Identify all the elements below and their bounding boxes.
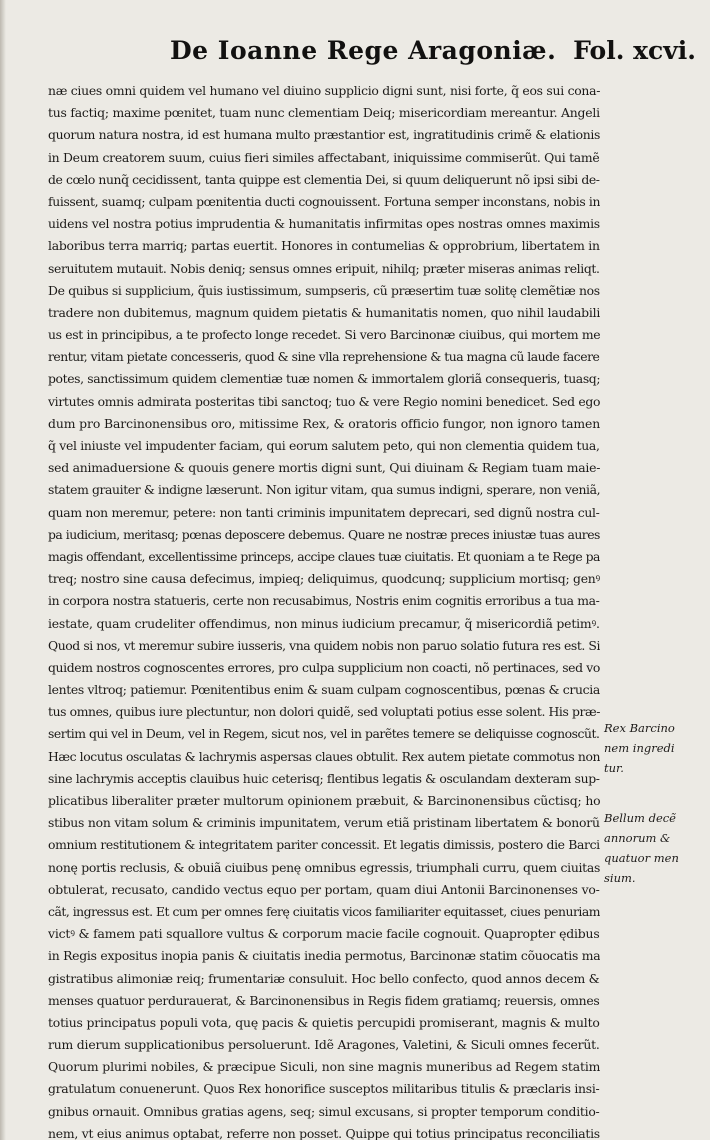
text-line: iestate, quam crudeliter offendimus, non minus iudicium precamur, q̃ misericordiã petimꝰ. xyxy=(48,615,600,631)
text-line: potes, sanctissimum quidem clementiæ tuæ nomen & immortalem gloriã consequeris, tuasq; xyxy=(48,371,600,387)
text-line: menses quatuor perdurauerat, & Barcinonensibus in Regis fidem gratiamq; reuersis, omnes xyxy=(48,992,600,1008)
text-line: de cœlo nunq̃ cecidissent, tanta quippe est clementia Dei, si quum deliquerunt nõ ipsi sibi de- xyxy=(48,171,600,187)
text-line: omnium restitutionem & integritatem pariter concessit. Et legatis dimissis, postero die Barci xyxy=(48,837,600,853)
page-header xyxy=(0,36,710,76)
text-line: gistratibus alimoniæ reiq; frumentariæ consuluit. Hoc bello confecto, quod annos decem & xyxy=(48,970,600,986)
page-edge-shadow xyxy=(0,0,6,1140)
text-line: sertim qui vel in Deum, vel in Regem, sicut nos, vel in parẽtes temere se deliquisse cognoscũt. xyxy=(48,726,600,742)
text-line: laboribus terra marriq; partas euertit. Honores in contumelias & opprobrium, libertatem in xyxy=(48,238,600,254)
text-line: cãt, ingressus est. Et cum per omnes ferę ciuitatis vicos familiariter equitasset, ciues penuriam xyxy=(48,903,600,919)
text-line: victꝰ & famem pati squallore vultus & corporum macie facile cognouit. Quapropter ędibus xyxy=(48,926,600,942)
marginal-note-line: Bellum decẽ xyxy=(604,811,676,825)
text-line: in Deum creatorem suum, cuius fieri similes affectabant, iniquissime commiserũt. Qui tamẽ xyxy=(48,149,600,165)
text-line: lentes vltroq; patiemur. Pœnitentibus enim & suam culpam cognoscentibus, pœnas & crucia xyxy=(48,682,600,698)
text-line: tus omnes, quibus iure plectuntur, non dolori quidẽ, sed voluptati potius esse solent. His præ- xyxy=(48,704,600,720)
text-line: rentur, vitam pietate concesseris, quod & sine vlla reprehensione & tua magna cũ laude facere xyxy=(48,349,600,365)
text-line: magis offendant, excellentissime princeps, accipe claues tuæ ciuitatis. Et quoniam a te Rege pa xyxy=(48,548,600,564)
text-line: gnibus ornauit. Omnibus gratias agens, seq; simul excusans, si propter temporum conditio- xyxy=(48,1103,600,1119)
text-line: stibus non vitam solum & criminis impunitatem, verum etiã pristinam libertatem & bonorũ xyxy=(48,815,600,831)
text-line: quorum natura nostra, id est humana multo præstantior est, ingratitudinis crimẽ & elationis xyxy=(48,127,600,143)
text-line: Quod si nos, vt meremur subire iusseris, vna quidem nobis non paruo solatio futura res est. Si xyxy=(48,637,600,653)
text-line: virtutes omnis admirata posteritas tibi sanctoq; tuo & vere Regio nomini benedicet. Sed ego xyxy=(48,393,600,409)
text-line: nem, vt eius animus optabat, referre non posset. Quippe qui totius principatus reconciliatis xyxy=(48,1125,600,1140)
text-line: tradere non dubitemus, magnum quidem pietatis & humanitatis nomen, quo nihil laudabili xyxy=(48,304,600,320)
text-line: fuissent, suamq; culpam pœnitentia ducti cognouissent. Fortuna semper inconstans, nobis in xyxy=(48,193,600,209)
marginal-note-line: quatuor men xyxy=(604,851,679,865)
text-line: totius principatus populi vota, quę pacis & quietis percupidi promiserant, magnis & multo xyxy=(48,1014,600,1030)
text-line: pa iudicium, meritasq; pœnas deposcere debemus. Quare ne nostræ preces iniustæ tuas aures xyxy=(48,526,600,542)
text-line: De quibus si supplicium, q̃uis iustissimum, sumpseris, cũ præsertim tuæ solitę clemẽtiæ nos xyxy=(48,282,600,298)
marginal-note-rex-barcinonem xyxy=(604,718,710,778)
text-line: sed animaduersione & quouis genere mortis digni sunt, Qui diuinam & Regiam tuam maie- xyxy=(48,460,600,476)
marginal-note-bellum-decem-annorum xyxy=(604,808,710,888)
marginal-note-line: nem ingredi xyxy=(604,741,675,755)
marginal-note-line: annorum & xyxy=(604,831,671,845)
text-line: dum pro Barcinonensibus oro, mitissime Rex, & oratoris officio fungor, non ignoro tamen xyxy=(48,415,600,431)
running-title: De Ioanne Rege Aragoniæ. xyxy=(170,36,557,65)
text-line: rum dierum supplicationibus persoluerunt. Idẽ Aragones, Valetini, & Siculi omnes fecerũt. xyxy=(48,1037,600,1053)
text-line: gratulatum conuenerunt. Quos Rex honorifice susceptos militaribus titulis & præclaris insi- xyxy=(48,1081,600,1097)
text-line: quidem nostros cognoscentes errores, pro culpa supplicium non coacti, nõ pertinaces, sed vo xyxy=(48,659,600,675)
text-line: statem grauiter & indigne læserunt. Non igitur vitam, qua sumus indigni, sperare, non veniã, xyxy=(48,482,600,498)
body-text xyxy=(48,80,600,1140)
text-line: tus factiq; maxime pœnitet, tuam nunc clementiam Deiq; misericordiam mereantur. Angeli xyxy=(48,105,600,121)
text-line: in Regis expositus inopia panis & ciuitatis inedia permotus, Barcinonæ statim cõuocatis ma xyxy=(48,948,600,964)
text-line: sine lachrymis acceptis clauibus huic ceterisq; flentibus legatis & osculandam dexteram sup- xyxy=(48,770,600,786)
marginal-note-line: tur. xyxy=(604,761,624,775)
text-line: nonę portis reclusis, & obuiã ciuibus penę omnibus egressis, triumphali curru, quem ciuitas xyxy=(48,859,600,875)
text-line: treq; nostro sine causa defecimus, impieq; deliquimus, quodcunq; supplicium mortisq; genꝰ xyxy=(48,571,600,587)
text-line: næ ciues omni quidem vel humano vel diuino supplicio digni sunt, nisi forte, q̃ eos sui cona- xyxy=(48,83,600,98)
text-line: quam non meremur, petere: non tanti criminis impunitatem deprecari, sed dignũ nostra cul- xyxy=(48,504,600,520)
text-line: us est in principibus, a te profecto longe recedet. Si vero Barcinonæ ciuibus, qui mortem me xyxy=(48,327,600,343)
text-line: Quorum plurimi nobiles, & præcipue Siculi, non sine magnis muneribus ad Regem statim xyxy=(48,1059,600,1075)
marginal-note-line: Rex Barcino xyxy=(604,721,675,735)
text-line: obtulerat, recusato, candido vectus equo per portam, quam diui Antonii Barcinonenses vo- xyxy=(48,881,600,897)
text-line: seruitutem mutauit. Nobis deniq; sensus omnes eripuit, nihilq; præter miseras animas reliqt. xyxy=(48,260,600,276)
folio-number: Fol. xcvi. xyxy=(573,36,696,65)
text-line: q̃ vel iniuste vel impudenter faciam, qui eorum salutem peto, qui non clementia quidem tua, xyxy=(48,438,600,453)
text-line: uidens vel nostra potius imprudentia & humanitatis infirmitas opes nostras omnes maximis xyxy=(48,216,600,232)
text-line: Hæc locutus osculatas & lachrymis aspersas claues obtulit. Rex autem pietate commotus non xyxy=(48,748,600,764)
text-line: in corpora nostra statueris, certe non recusabimus, Nostris enim cognitis erroribus a tua ma- xyxy=(48,593,600,609)
text-line: plicatibus liberaliter præter multorum opinionem præbuit, & Barcinonensibus cũctisq; ho xyxy=(48,793,600,808)
marginal-note-line: sium. xyxy=(604,871,636,885)
